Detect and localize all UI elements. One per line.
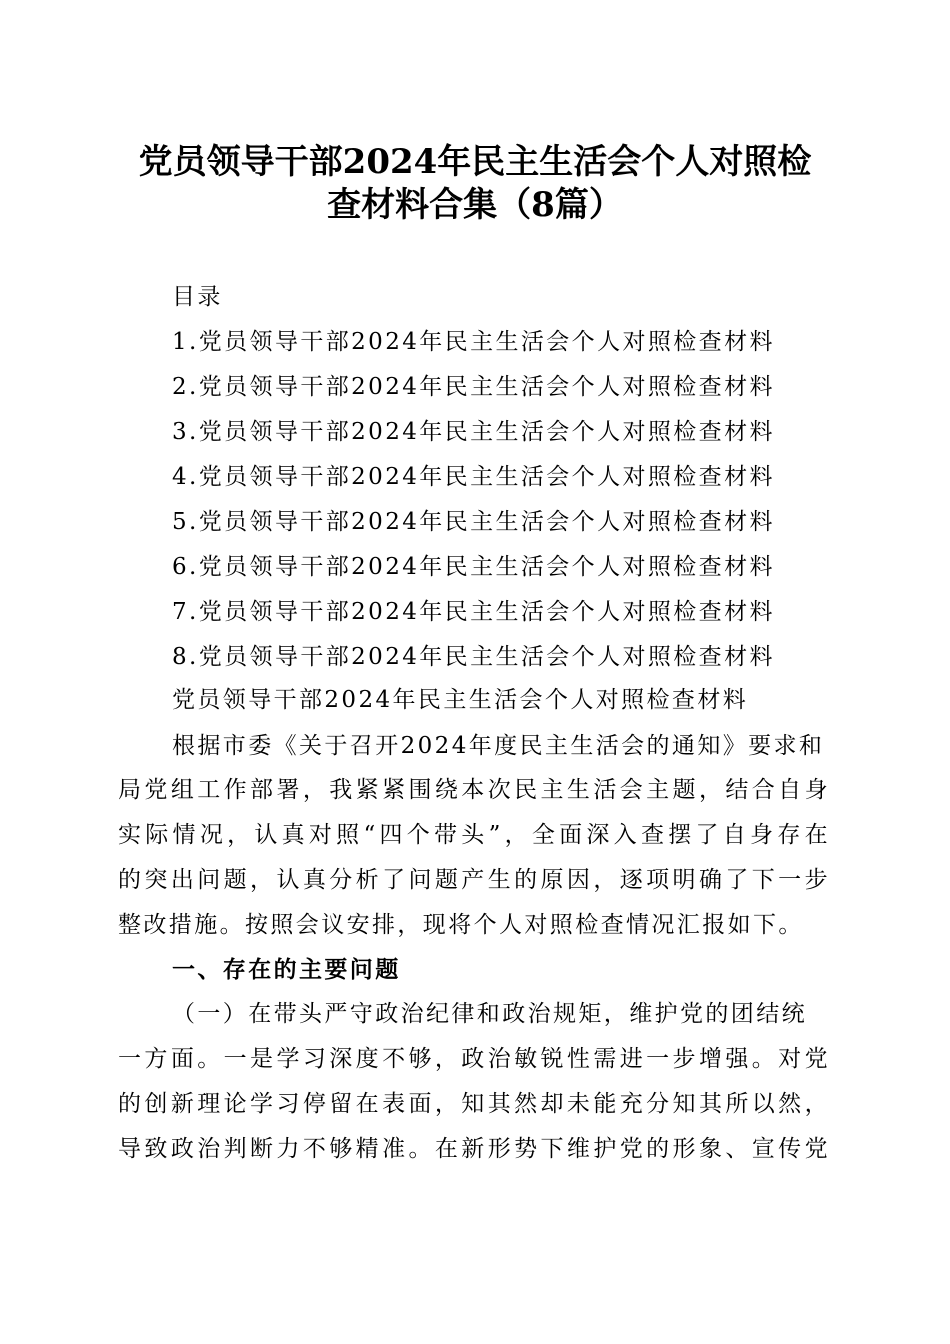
section-paragraph-line-1: （一）在带头严守政治纪律和政治规矩，维护党的团结统	[172, 1001, 807, 1027]
section-paragraph-line-3: 的创新理论学习停留在表面，知其然却未能充分知其所以然，	[118, 1091, 830, 1117]
intro-paragraph-line-5: 整改措施。按照会议安排，现将个人对照检查情况汇报如下。	[118, 912, 804, 938]
intro-paragraph-line-1: 根据市委《关于召开2024年度民主生活会的通知》要求和	[172, 733, 825, 759]
document-title-line-2: 查材料合集（8篇）	[327, 185, 623, 225]
intro-paragraph-line-4: 的突出问题，认真分析了问题产生的原因，逐项明确了下一步	[118, 867, 830, 893]
toc-item-4[interactable]: 4.党员领导干部2024年民主生活会个人对照检查材料	[172, 464, 775, 490]
toc-item-7[interactable]: 7.党员领导干部2024年民主生活会个人对照检查材料	[172, 599, 775, 625]
toc-item-3[interactable]: 3.党员领导干部2024年民主生活会个人对照检查材料	[172, 419, 775, 445]
toc-item-5[interactable]: 5.党员领导干部2024年民主生活会个人对照检查材料	[172, 509, 775, 535]
toc-item-8[interactable]: 8.党员领导干部2024年民主生活会个人对照检查材料	[172, 644, 775, 670]
table-of-contents	[172, 327, 775, 687]
document-title-line-1: 党员领导干部2024年民主生活会个人对照检	[138, 142, 812, 182]
section-heading: 一、存在的主要问题	[172, 956, 401, 983]
intro-paragraph-line-2: 局党组工作部署，我紧紧围绕本次民主生活会主题，结合自身	[118, 777, 830, 803]
section-paragraph-line-4: 导致政治判断力不够精准。在新形势下维护党的形象、宣传党	[118, 1136, 830, 1162]
section-paragraph-line-2: 一方面。一是学习深度不够，政治敏锐性需进一步增强。对党	[118, 1046, 830, 1072]
toc-item-1[interactable]: 1.党员领导干部2024年民主生活会个人对照检查材料	[172, 329, 775, 355]
intro-paragraph-line-3: 实际情况，认真对照“四个带头”，全面深入查摆了自身存在	[118, 822, 830, 848]
toc-item-2[interactable]: 2.党员领导干部2024年民主生活会个人对照检查材料	[172, 374, 775, 400]
toc-item-6[interactable]: 6.党员领导干部2024年民主生活会个人对照检查材料	[172, 554, 775, 580]
article-title: 党员领导干部2024年民主生活会个人对照检查材料	[172, 687, 749, 713]
toc-heading: 目录	[172, 284, 223, 310]
